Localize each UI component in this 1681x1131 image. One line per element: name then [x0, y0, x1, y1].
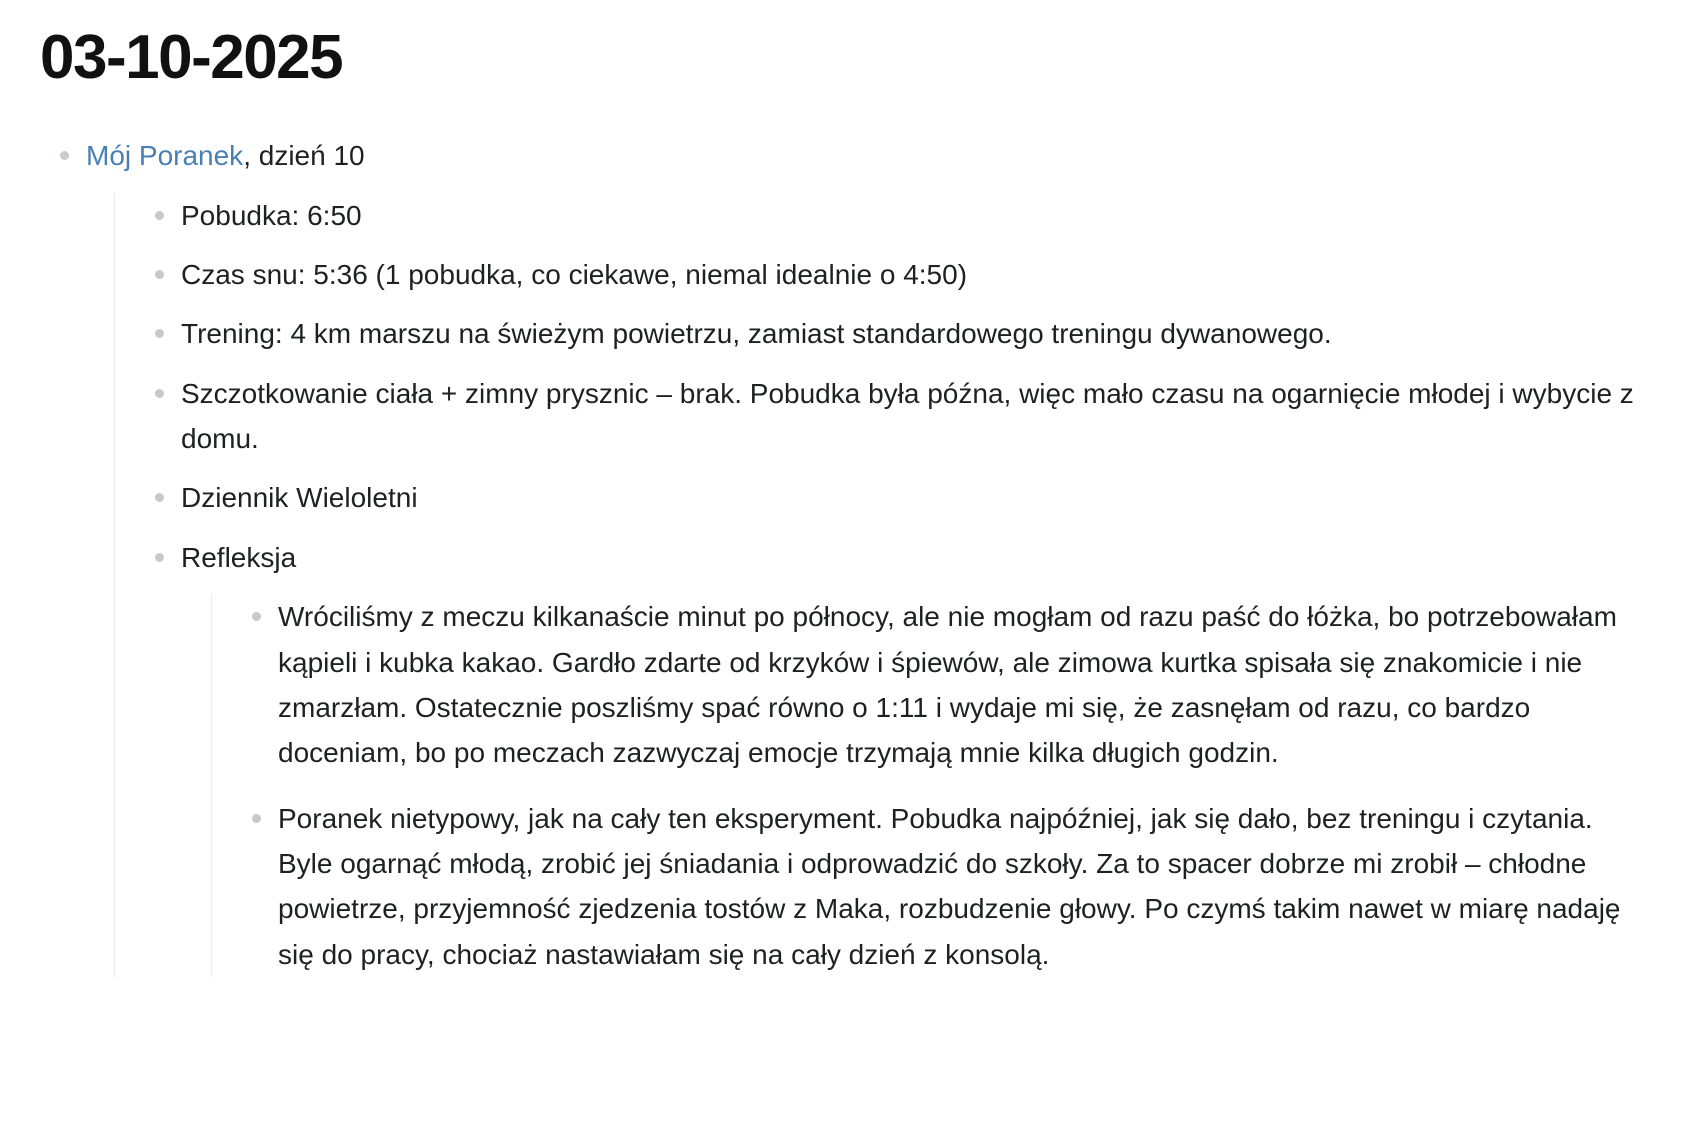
bullet-icon: [155, 553, 164, 562]
list-item[interactable]: [242, 594, 1641, 775]
list-item-label: Szczotkowanie ciała + zimny prysznic – brak. Pobudka była późna, więc mało czasu na ogarnięcie młodej i wybycie z domu.: [181, 377, 1634, 455]
bullet-icon: [60, 151, 69, 160]
bullet-icon: [155, 389, 164, 398]
link-moj-poranek[interactable]: Mój Poranek: [86, 140, 244, 172]
bullet-icon: [155, 329, 164, 338]
list-item-label: Refleksja: [181, 541, 297, 573]
list-item[interactable]: [242, 796, 1641, 977]
bullet-icon: [252, 612, 261, 621]
outline-item-root[interactable]: [50, 133, 1641, 977]
list-item[interactable]: [145, 252, 1641, 297]
list-item-label: Wróciliśmy z meczu kilkanaście minut po północy, ale nie mogłam od razu paść do łóżka, bo potrzebowałam kąpieli i kubka kakao. Gardło zdarte od krzyków i śpiewów, ale zimowa kurtka spisała się znakomicie i nie zmarzłam. Ostatecznie poszliśmy spać równo o 1:11 i wydaje mi się, że zasnęłam od razu, co bardzo doceniam, bo po meczach zazwyczaj emocje trzymają mnie kilka długich godzin.: [278, 601, 1617, 769]
outline-child-list: [114, 193, 1641, 977]
list-item-label: Czas snu: 5:36 (1 pobudka, co ciekawe, niemal idealnie o 4:50): [181, 259, 968, 291]
page-title: 03-10-2025: [40, 23, 343, 92]
list-item[interactable]: [145, 193, 1641, 238]
reflection-list: [211, 594, 1641, 977]
outline-root-list: [50, 133, 1641, 977]
bullet-icon: [155, 493, 164, 502]
list-item-label: Poranek nietypowy, jak na cały ten eksperyment. Pobudka najpóźniej, jak się dało, bez treningu i czytania. Byle ogarnąć młodą, zrobić jej śniadania i odprowadzić do szkoły. Za to spacer dobrze mi zrobił – chłodne powietrze, przyjemność zjedzenia tostów z Maka, rozbudzenie głowy. Po czymś takim nawet w miarę nadaję się do pracy, chociaż nastawiałam się na cały dzień z konsolą.: [278, 802, 1621, 970]
list-item-label: Trening: 4 km marszu na świeżym powietrzu, zamiast standardowego treningu dywanowego.: [181, 318, 1332, 350]
list-item[interactable]: [145, 475, 1641, 520]
reflection-children-wrapper: [181, 594, 1641, 977]
bullet-icon: [155, 211, 164, 220]
outline-children-wrapper: [86, 193, 1641, 977]
outline-root-text: [86, 133, 1641, 178]
list-item[interactable]: [145, 371, 1641, 462]
list-item-refleksja[interactable]: [145, 535, 1641, 977]
outline-root-suffix: , dzień 10: [243, 140, 365, 172]
list-item[interactable]: [145, 311, 1641, 356]
list-item-label: Pobudka: 6:50: [181, 199, 362, 231]
bullet-icon: [155, 270, 164, 279]
list-item-label: Dziennik Wieloletni: [181, 482, 418, 514]
bullet-icon: [252, 814, 261, 823]
